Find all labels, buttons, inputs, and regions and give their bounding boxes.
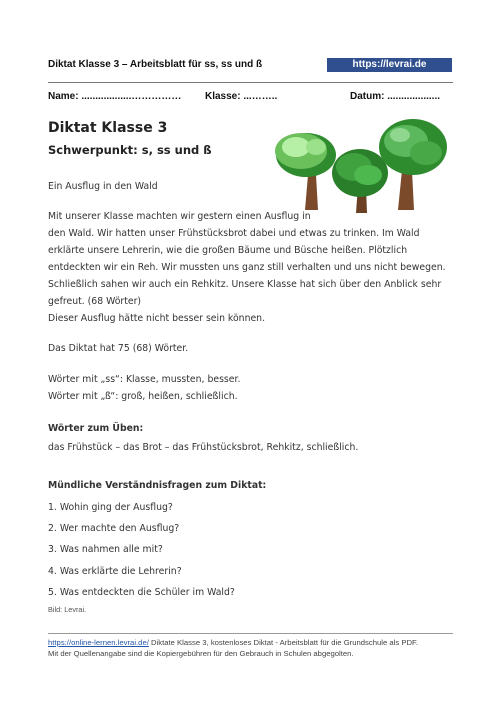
question-item: 5. Was entdeckten die Schüler im Wald? [48, 587, 235, 598]
footer-line-1 [48, 638, 418, 647]
tree-middle [332, 149, 388, 213]
footer-divider [48, 633, 453, 634]
question-item: 3. Was nahmen alle mit? [48, 544, 163, 555]
footer-link[interactable]: https://online-lernen.levrai.de/ [48, 638, 149, 647]
class-field: Klasse: ...…….. [205, 91, 278, 102]
tree-left [275, 133, 336, 210]
practice-text: das Frühstück – das Brot – das Frühstücksbrot, Rehkitz, schließlich. [48, 442, 359, 453]
story-heading: Ein Ausflug in den Wald [48, 181, 158, 192]
page-title: Diktat Klasse 3 [48, 120, 168, 136]
story-line: erklärte unsere Lehrerin, wie die großen Bäume und Büsche heißen. Plötzlich [48, 245, 408, 256]
sz-words: Wörter mit „ß“: groß, heißen, schließlich. [48, 391, 238, 402]
practice-heading: Wörter zum Üben: [48, 423, 144, 434]
question-item: 2. Wer machte den Ausflug? [48, 523, 180, 534]
story-line: den Wald. Wir hatten unser Frühstücksbrot dabei und etwas zu trinken. Im Wald [48, 228, 420, 239]
footer-line-2: Mit der Quellenangabe sind die Kopiergebühren für den Gebrauch in Schulen abgegolten. [48, 649, 354, 658]
word-count: Das Diktat hat 75 (68) Wörter. [48, 343, 189, 354]
story-line: gefreut. (68 Wörter) [48, 296, 142, 307]
questions-heading: Mündliche Verständnisfragen zum Diktat: [48, 480, 267, 491]
story-paragraph [48, 208, 446, 327]
date-field: Datum: ................... [350, 91, 441, 102]
story-line: Schließlich sahen wir auch ein Rehkitz. Unsere Klasse hat sich über den Anblick sehr [48, 279, 442, 290]
header-divider [48, 82, 453, 83]
question-item: 4. Was erklärte die Lehrerin? [48, 566, 182, 577]
footer-text: Diktate Klasse 3, kostenloses Diktat - Arbeitsblatt für die Grundschule als PDF. [148, 638, 419, 647]
trees-illustration [268, 115, 453, 215]
story-line: entdeckten wir ein Reh. Wir mussten uns ganz still verhalten und uns nicht bewegen. [48, 262, 446, 273]
story-line: Mit unserer Klasse machten wir gestern einen Ausflug in [48, 211, 311, 222]
image-credit: Bild: Levrai. [48, 605, 87, 614]
tree-right [379, 119, 447, 210]
worksheet-title: Diktat Klasse 3 – Arbeitsblatt für ss, ss und ß [48, 59, 263, 70]
ss-words: Wörter mit „ss“: Klasse, mussten, besser. [48, 374, 241, 385]
site-url-badge[interactable]: https://levrai.de [327, 58, 452, 72]
question-item: 1. Wohin ging der Ausflug? [48, 502, 173, 513]
name-field: Name: ..................…………… [48, 91, 182, 102]
story-line: Dieser Ausflug hätte nicht besser sein können. [48, 313, 266, 324]
page-subtitle: Schwerpunkt: s, ss und ß [48, 143, 212, 157]
